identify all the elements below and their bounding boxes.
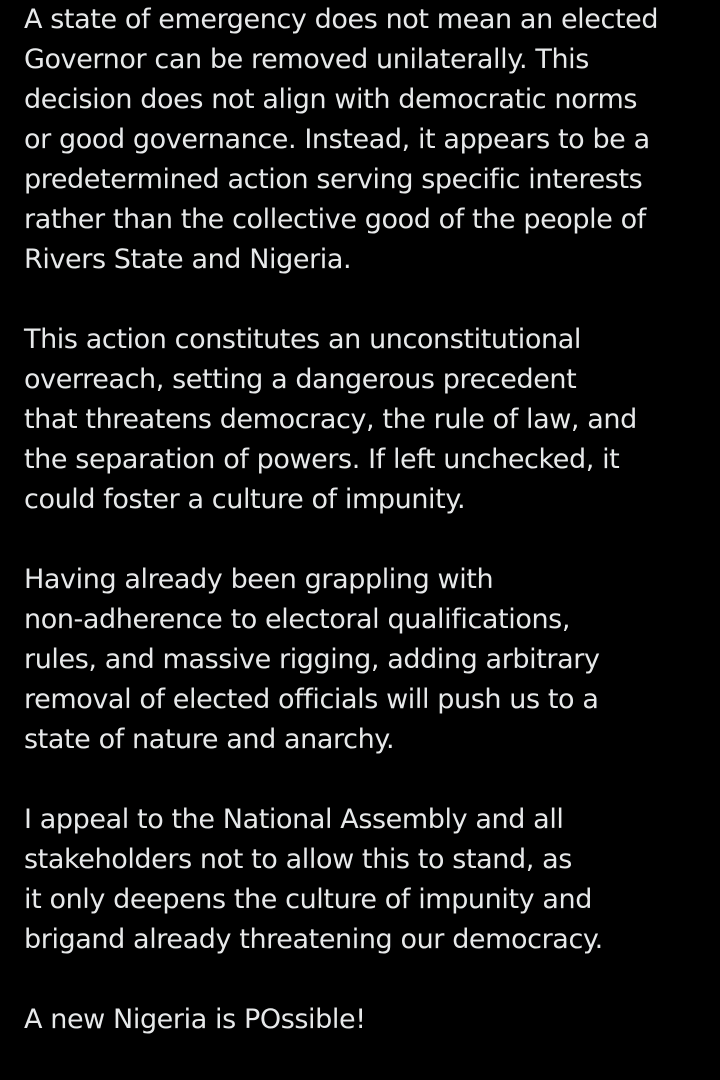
post-line: Rivers State and Nigeria. <box>24 244 352 275</box>
post-line: Governor can be removed unilaterally. This <box>24 44 589 75</box>
paragraph-electoral <box>24 560 714 760</box>
post-body <box>24 0 714 1080</box>
post-line: state of nature and anarchy. <box>24 724 395 755</box>
post-line: overreach, setting a dangerous precedent <box>24 364 577 395</box>
post-line: Having already been grappling with <box>24 564 494 595</box>
post-line: brigand already threatening our democracy. <box>24 924 603 955</box>
post-line: A new Nigeria is POssible! <box>24 1004 366 1035</box>
post-line: could foster a culture of impunity. <box>24 484 466 515</box>
post-line: This action constitutes an unconstitutional <box>24 324 581 355</box>
post-line: rules, and massive rigging, adding arbitrary <box>24 644 600 675</box>
paragraph-overreach <box>24 320 714 520</box>
post-line: removal of elected officials will push us to a <box>24 684 599 715</box>
post-line: predetermined action serving specific interests <box>24 164 643 195</box>
post-line: that threatens democracy, the rule of law, and <box>24 404 637 435</box>
post-line: stakeholders not to allow this to stand, as <box>24 844 572 875</box>
post-line: the separation of powers. If left unchecked, it <box>24 444 620 475</box>
post-line: non-adherence to electoral qualifications, <box>24 604 571 635</box>
post-line: I appeal to the National Assembly and all <box>24 804 564 835</box>
post-line: decision does not align with democratic norms <box>24 84 638 115</box>
paragraph-appeal <box>24 800 714 960</box>
paragraph-emergency <box>24 0 714 280</box>
paragraph-closing <box>24 1000 714 1040</box>
post-line: rather than the collective good of the people of <box>24 204 646 235</box>
post-line: it only deepens the culture of impunity and <box>24 884 593 915</box>
post-line: or good governance. Instead, it appears to be a <box>24 124 650 155</box>
post-line: A state of emergency does not mean an elected <box>24 4 659 35</box>
